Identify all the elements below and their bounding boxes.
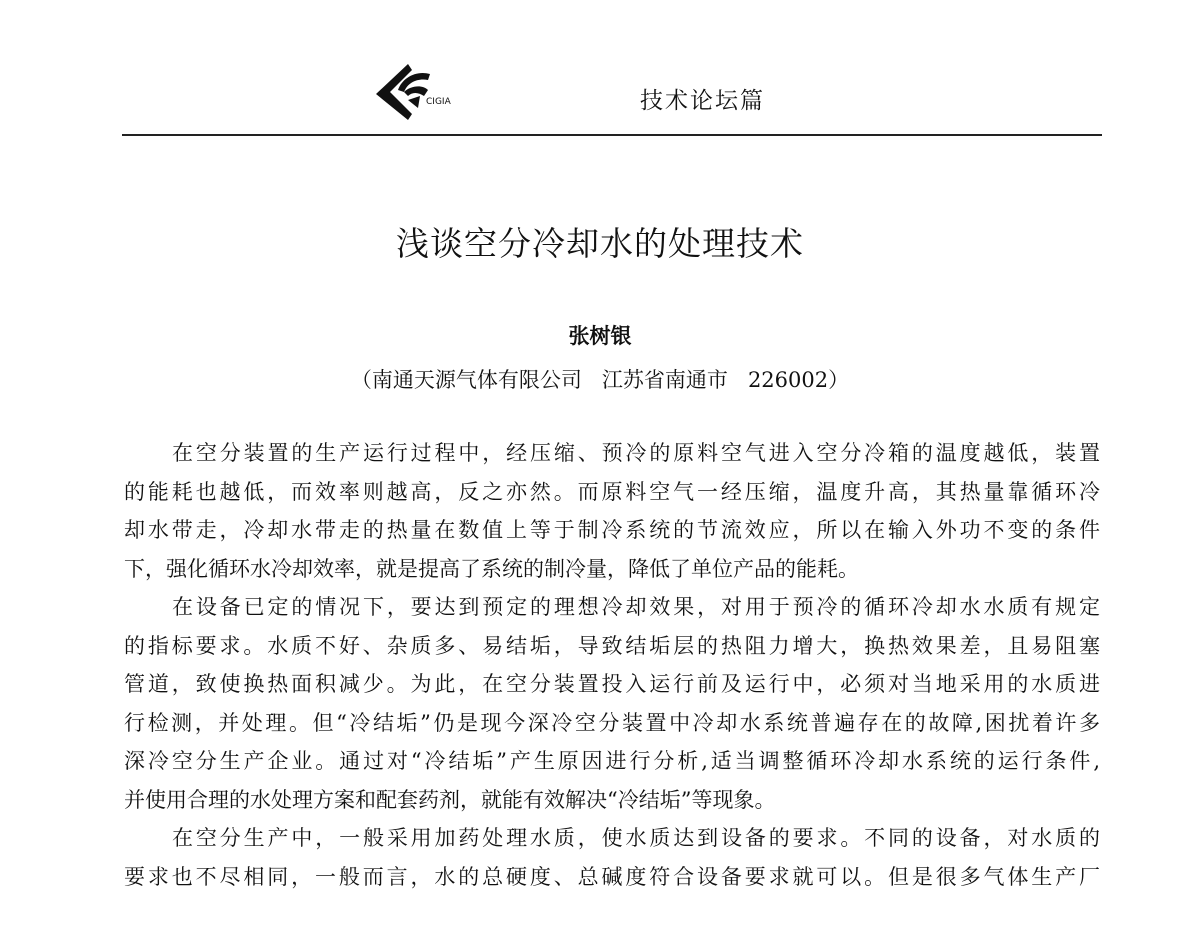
- text-line: 的指标要求。水质不好、杂质多、易结垢，导致结垢层的热阻力增大，换热效果差，且易阻塞: [124, 633, 1100, 658]
- section-title: 技术论坛篇: [640, 88, 765, 114]
- cigia-logo-mark: [368, 60, 464, 122]
- text-line: 管道，致使换热面积减少。为此，在空分装置投入运行前及运行中，必须对当地采用的水质进: [124, 672, 1100, 696]
- cigia-logo: [368, 60, 464, 122]
- text-line: 并使用合理的水处理方案和配套药剂，就能有效解决“冷结垢”等现象。: [124, 787, 776, 812]
- text-line: 却水带走，冷却水带走的热量在数值上等于制冷系统的节流效应，所以在输入外功不变的条件: [124, 518, 1100, 542]
- text-line: 在设备已定的情况下，要达到预定的理想冷却效果，对用于预冷的循环冷却水水质有规定: [172, 595, 1100, 619]
- text-line: 在空分生产中，一般采用加药处理水质，使水质达到设备的要求。不同的设备，对水质的: [172, 826, 1100, 850]
- logo-text: CIGIA: [426, 97, 451, 107]
- text-line: 行检测，并处理。但“冷结垢”仍是现今深冷空分装置中冷却水系统普遍存在的故障,困扰着许多: [124, 710, 1100, 735]
- body-text: [124, 434, 1100, 896]
- header-divider: [122, 134, 1102, 136]
- text-line: 的能耗也越低，而效率则越高，反之亦然。而原料空气一经压缩，温度升高，其热量靠循环冷: [124, 479, 1100, 504]
- text-line: 在空分装置的生产运行过程中，经压缩、预冷的原料空气进入空分冷箱的温度越低，装置: [172, 441, 1100, 465]
- text-line: 要求也不尽相同，一般而言，水的总硬度、总碱度符合设备要求就可以。但是很多气体生产厂: [124, 864, 1100, 889]
- author-affiliation: （南通天源气体有限公司 江苏省南通市 226002）: [350, 368, 850, 392]
- text-line: 深冷空分生产企业。通过对“冷结垢”产生原因进行分析,适当调整循环冷却水系统的运行条件,: [124, 749, 1100, 773]
- text-line: 下，强化循环水冷却效率，就是提高了系统的制冷量，降低了单位产品的能耗。: [124, 556, 859, 581]
- article-title: 浅谈空分冷却水的处理技术: [396, 224, 804, 263]
- author-name: 张树银: [568, 324, 632, 348]
